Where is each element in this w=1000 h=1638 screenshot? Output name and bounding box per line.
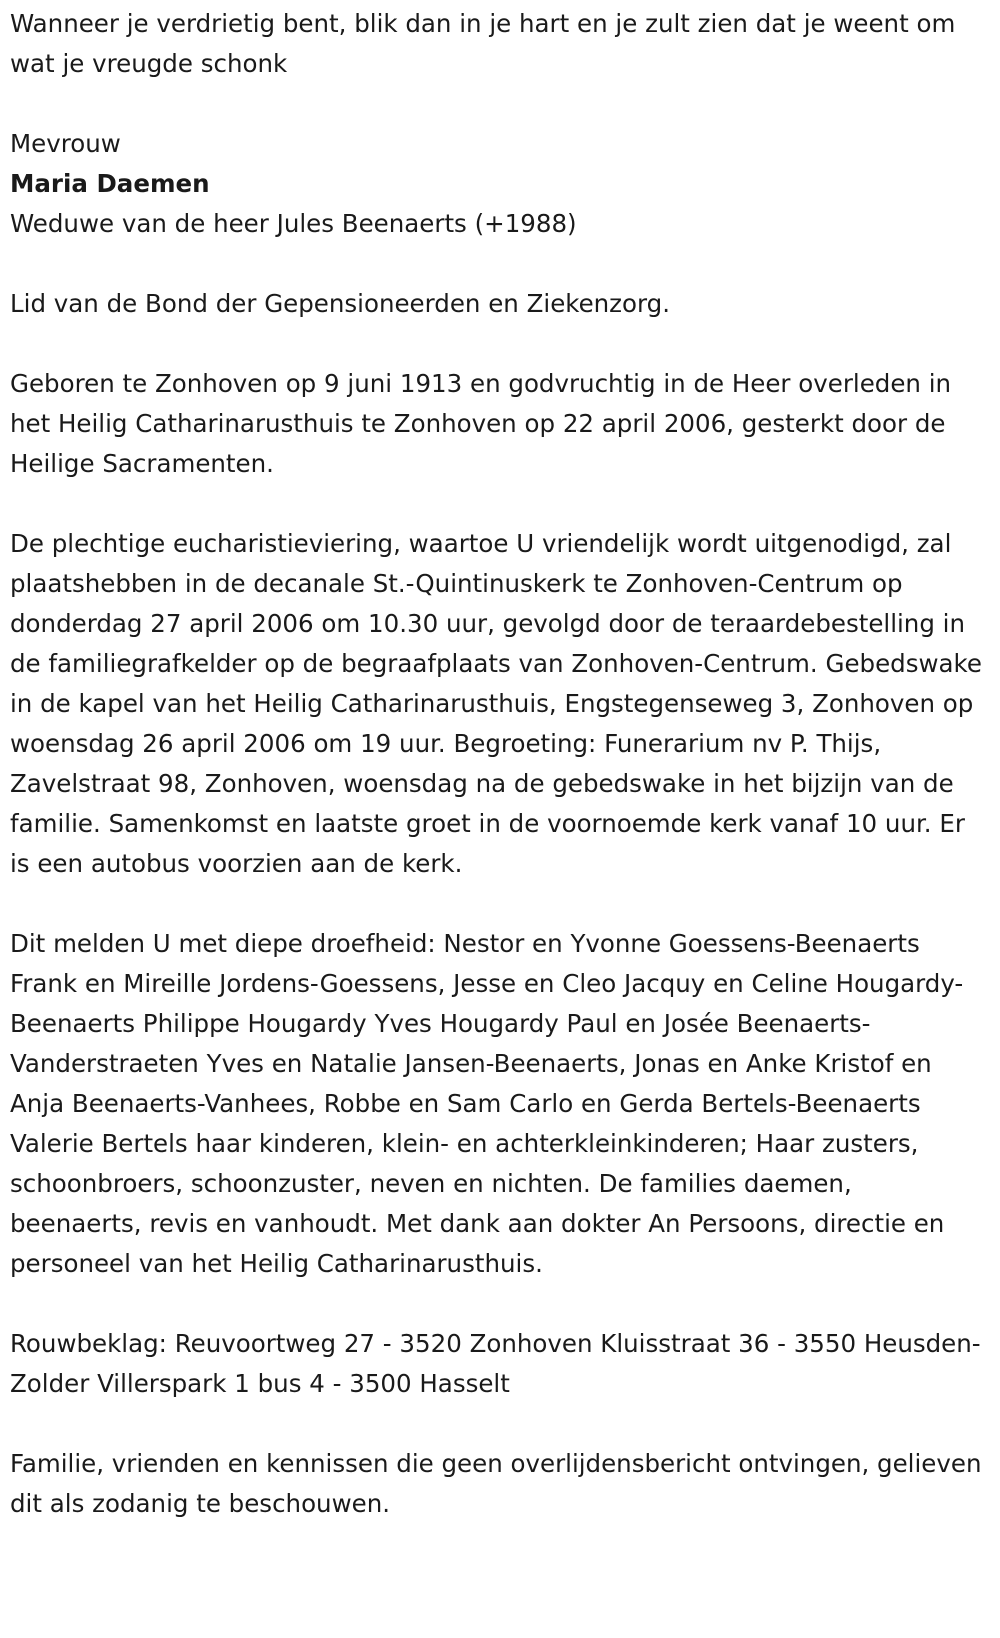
spacer (10, 84, 990, 124)
deceased-name: Maria Daemen (10, 169, 210, 198)
condolence-addresses: Rouwbeklag: Reuvoortweg 27 - 3520 Zonhoven Kluisstraat 36 - 3550 Heusden-Zolder Villerspark 1 bus 4 - 3500 Hasselt (10, 1329, 981, 1398)
membership: Lid van de Bond der Gepensioneerden en Ziekenzorg. (10, 289, 671, 318)
spacer (10, 1284, 990, 1324)
salutation: Mevrouw (10, 129, 121, 158)
spacer (10, 1404, 990, 1444)
spacer (10, 324, 990, 364)
ceremony-paragraph: De plechtige eucharistieviering, waartoe U vriendelijk wordt uitgenodigd, zal plaatshebben in de decanale St.-Quintinuskerk te Zonhoven-Centrum op donderdag 27 april 2006 om 10.30 uur, gevolgd door de teraardebestelling in de familiegrafkelder op de begraafplaats van Zonhoven-Centrum. Gebedswake in de kapel van het Heilig Catharinarusthuis, Engstegenseweg 3, Zonhoven op woensdag 26 april 2006 om 19 uur. Begroeting: Funerarium nv P. Thijs, Zavelstraat 98, Zonhoven, woensdag na de gebedswake in het bijzijn van de familie. Samenkomst en laatste groet in de voornoemde kerk vanaf 10 uur. Er is een autobus voorzien aan de kerk. (10, 529, 982, 878)
motto: Wanneer je verdrietig bent, blik dan in je hart en je zult zien dat je weent om wat je vreugde schonk (10, 9, 956, 78)
spacer (10, 244, 990, 284)
widow-of: Weduwe van de heer Jules Beenaerts (+1988) (10, 209, 577, 238)
birth-death-paragraph: Geboren te Zonhoven op 9 juni 1913 en godvruchtig in de Heer overleden in het Heilig Catharinarusthuis te Zonhoven op 22 april 2006, gesterkt door de Heilige Sacramenten. (10, 369, 952, 478)
spacer (10, 884, 990, 924)
spacer (10, 484, 990, 524)
family-paragraph: Dit melden U met diepe droefheid: Nestor en Yvonne Goessens-Beenaerts Frank en Mireille Jordens-Goessens, Jesse en Cleo Jacquy en Celine Hougardy-Beenaerts Philippe Hougardy Yves Hougardy Paul en Josée Beenaerts-Vanderstraeten Yves en Natalie Jansen-Beenaerts, Jonas en Anke Kristof en Anja Beenaerts-Vanhees, Robbe en Sam Carlo en Gerda Bertels-Beenaerts Valerie Bertels haar kinderen, klein- en achterkleinkinderen; Haar zusters, schoonbroers, schoonzuster, neven en nichten. De families daemen, beenaerts, revis en vanhoudt. Met dank aan dokter An Persoons, directie en personeel van het Heilig Catharinarusthuis. (10, 929, 964, 1278)
closing-paragraph: Familie, vrienden en kennissen die geen overlijdensbericht ontvingen, gelieven dit als zodanig te beschouwen. (10, 1449, 982, 1518)
